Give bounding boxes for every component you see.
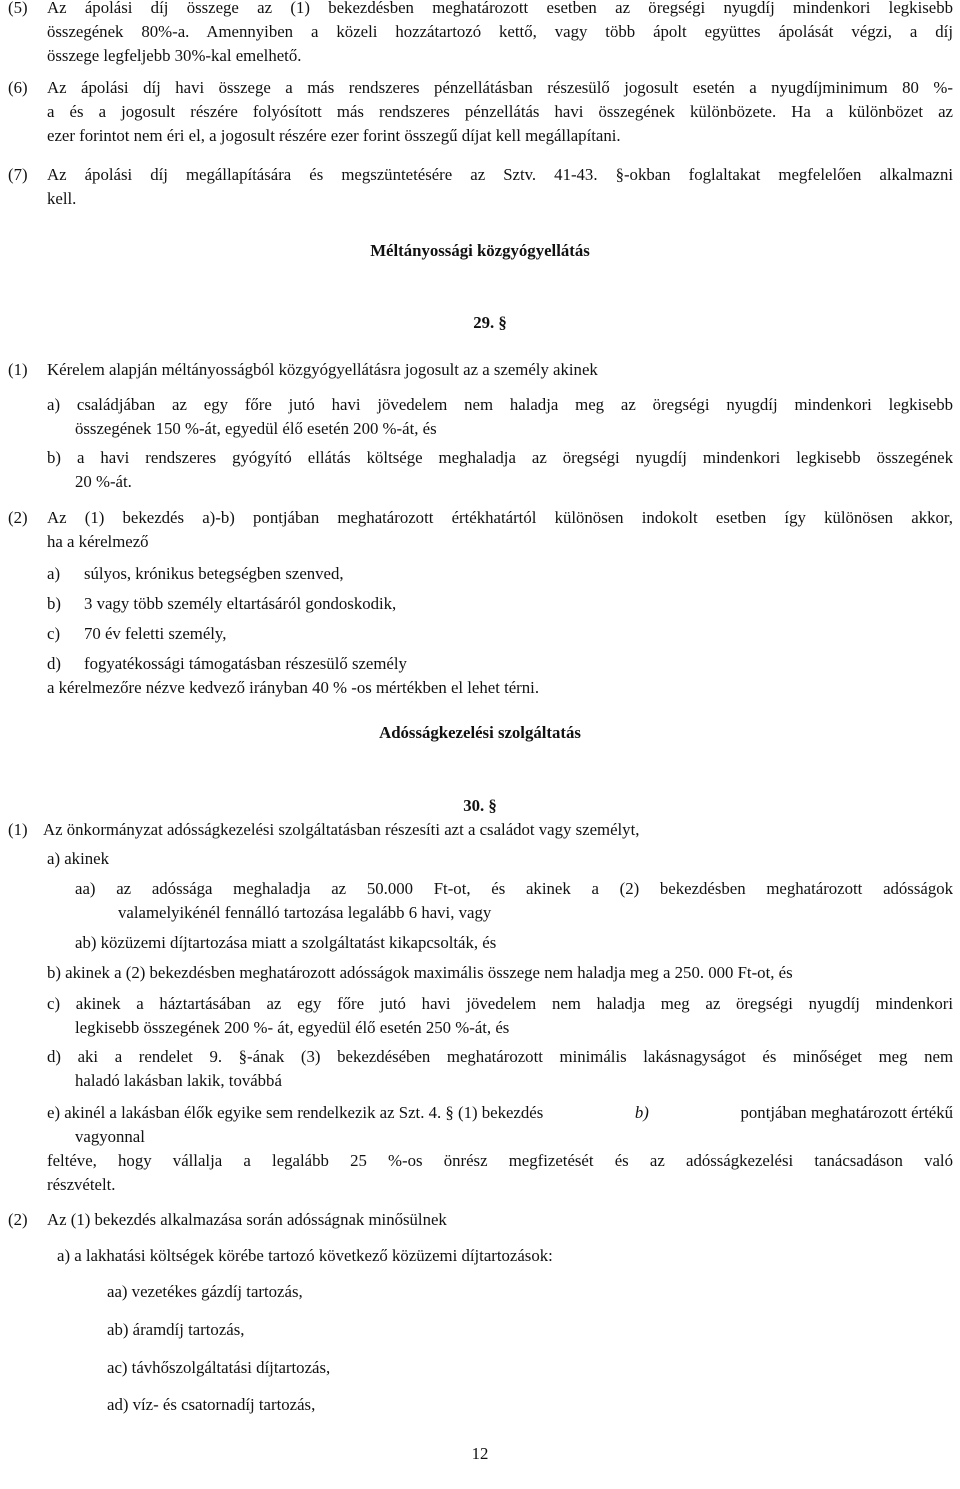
list-item-line: összegének 150 %-át, egyedül élő esetén 200 %-át, és	[75, 419, 437, 438]
paragraph-number: (5)	[8, 0, 28, 17]
list-item-line: vagyonnal	[75, 1127, 145, 1146]
list-item-line: 20 %-át.	[75, 472, 132, 491]
list-item: 3 vagy több személy eltartásáról gondoskodik,	[84, 594, 397, 613]
paragraph-line: ezer forintot nem éri el, a jogosult részére ezer forint összegű díjat kell megállapítani.	[47, 126, 621, 145]
list-item-text-italic: b)	[634, 1103, 649, 1122]
section-heading: Méltányossági közgyógyellátás	[370, 241, 590, 260]
list-item-line: c) akinek a háztartásában az egy főre jutó havi jövedelem nem haladja meg az öregségi nyugdíj mindenkori	[47, 994, 953, 1013]
paragraph-number: (2)	[8, 508, 28, 527]
list-letter: a)	[47, 564, 61, 583]
paragraph-line: összege legfeljebb 30%-kal emelhető.	[47, 46, 302, 65]
list-item-line: ab) közüzemi díjtartozása miatt a szolgáltatást kikapcsolták, és	[75, 933, 497, 952]
paragraph-number: (7)	[8, 165, 28, 184]
paragraph-line: Az (1) bekezdés a)-b) pontjában meghatározott értékhatártól különösen indokolt esetben így különösen akkor,	[47, 508, 953, 527]
paragraph-number: (1)	[8, 360, 28, 379]
list-item: fogyatékossági támogatásban részesülő személy	[84, 654, 407, 673]
list-item-line: a) a lakhatási költségek körébe tartozó következő közüzemi díjtartozások:	[57, 1246, 553, 1265]
paragraph-line: Az ápolási díj havi összege a más rendszeres pénzellátásban részesülő jogosult esetén a nyugdíjminimum 80 %-	[47, 78, 953, 97]
paragraph-number: (1)	[8, 820, 28, 839]
list-item: súlyos, krónikus betegségben szenved,	[84, 564, 344, 583]
paragraph-line: feltéve, hogy vállalja a legalább 25 %-os önrész megfizetését és az adósságkezelési tanácsadáson való	[47, 1151, 953, 1170]
list-item: ab) áramdíj tartozás,	[107, 1320, 245, 1339]
paragraph-line: kell.	[47, 189, 77, 208]
list-letter: c)	[47, 624, 61, 643]
list-item: aa) vezetékes gázdíj tartozás,	[107, 1282, 303, 1301]
list-item-line: b) akinek a (2) bekezdésben meghatározott adósságok maximális összege nem haladja meg a 250. 000 Ft-ot, és	[47, 963, 793, 982]
section-number: 30. §	[463, 796, 497, 815]
paragraph-line: Az (1) bekezdés alkalmazása során adósságnak minősülnek	[47, 1210, 447, 1229]
list-item: ac) távhőszolgáltatási díjtartozás,	[107, 1358, 331, 1377]
list-item-text: e) akinél a lakásban élők egyike sem rendelkezik az Szt. 4. § (1) bekezdés	[47, 1103, 544, 1122]
list-item-line: a) családjában az egy főre jutó havi jövedelem nem haladja meg az öregségi nyugdíj mindenkori legkisebb	[47, 395, 953, 414]
paragraph-line: Kérelem alapján méltányosságból közgyógyellátásra jogosult az a személy akinek	[47, 360, 598, 379]
paragraph-number: (6)	[8, 78, 28, 97]
paragraph-number: (2)	[8, 1210, 28, 1229]
list-item-line: legkisebb összegének 200 %- át, egyedül élő esetén 250 %-át, és	[75, 1018, 510, 1037]
page-number: 12	[471, 1444, 489, 1463]
section-number: 29. §	[473, 313, 507, 332]
list-item-line: haladó lakásban lakik, továbbá	[75, 1071, 282, 1090]
paragraph-line: ha a kérelmező	[47, 532, 149, 551]
list-item-line	[47, 1101, 953, 1125]
list-item-line: d) aki a rendelet 9. §-ának (3) bekezdésében meghatározott minimális lakásnagyságot és minőséget meg nem	[47, 1047, 953, 1066]
list-letter: b)	[47, 594, 61, 613]
paragraph-line: a és a jogosult részére folyósított más rendszeres pénzellátás havi összegének különbözete. Ha a különbözet az	[47, 102, 953, 121]
section-heading: Adósságkezelési szolgáltatás	[379, 723, 581, 742]
paragraph-line: összegének 80%-a. Amennyiben a közeli hozzátartozó kettő, vagy több ápolt együttes ápolását végzi, a díj	[47, 22, 953, 41]
paragraph-line: Az ápolási díj megállapítására és megszüntetésére az Sztv. 41-43. §-okban foglaltakat megfelelően alkalmazni	[47, 165, 953, 184]
list-item-line: valamelyikénél fennálló tartozása legalább 6 havi, vagy	[118, 903, 492, 922]
list-item-text: pontjában meghatározott értékű	[740, 1103, 953, 1122]
list-item-line: a) akinek	[47, 849, 109, 868]
list-letter: d)	[47, 654, 61, 673]
list-item-line: b) a havi rendszeres gyógyító ellátás költsége meghaladja az öregségi nyugdíj mindenkori legkisebb összegének	[47, 448, 953, 467]
paragraph-line: részvételt.	[47, 1175, 116, 1194]
paragraph-line: Az önkormányzat adósságkezelési szolgáltatásban részesíti azt a családot vagy személyt,	[43, 820, 640, 839]
paragraph-line: a kérelmezőre nézve kedvező irányban 40 % -os mértékben el lehet térni.	[47, 678, 540, 697]
list-item: ad) víz- és csatornadíj tartozás,	[107, 1395, 316, 1414]
list-item: 70 év feletti személy,	[84, 624, 227, 643]
paragraph-line: Az ápolási díj összege az (1) bekezdésben meghatározott esetben az öregségi nyugdíj mindenkori legkisebb	[47, 0, 953, 17]
list-item-line: aa) az adóssága meghaladja az 50.000 Ft-ot, és akinek a (2) bekezdésben meghatározott adósságok	[75, 879, 953, 898]
